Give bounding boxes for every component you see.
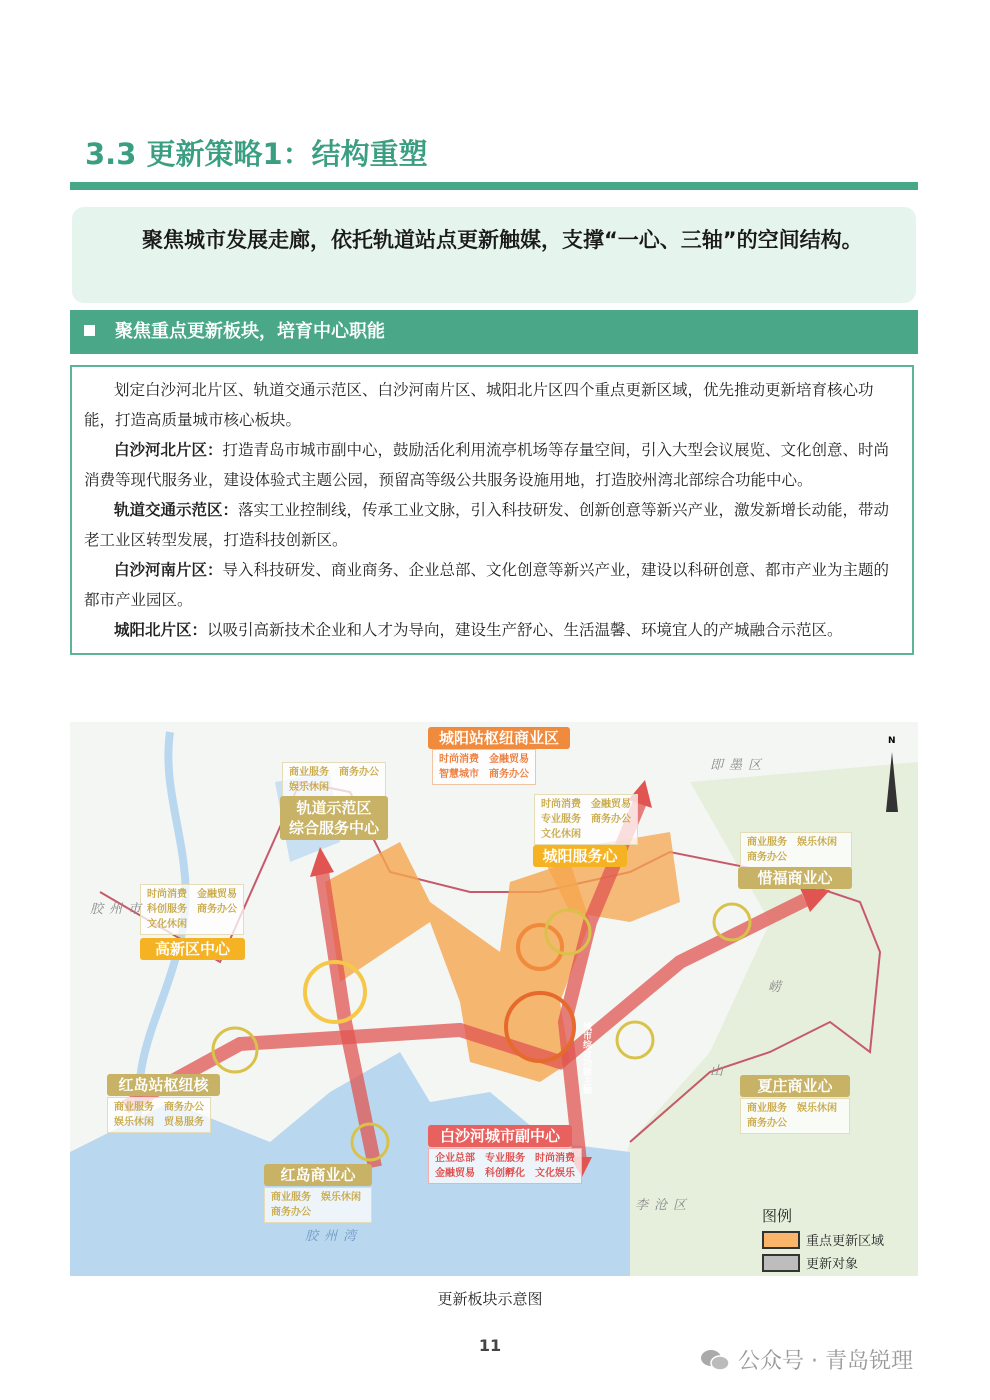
paragraph-lead: 白沙河北片区：: [114, 441, 223, 459]
square-bullet-icon: [84, 325, 95, 336]
paragraph-lead: 白沙河南片区：: [114, 561, 223, 579]
place-name: 山: [710, 1064, 730, 1079]
center-tags: 商业服务 商务办公 娱乐休闲 贸易服务: [107, 1097, 211, 1133]
page-title: 3.3 更新策略1：结构重塑: [85, 137, 428, 171]
center-label: 惜福商业心: [738, 867, 852, 889]
center-label: 红岛商业心: [264, 1164, 372, 1186]
paragraph: [84, 375, 900, 435]
place-name: 李沧区: [635, 1198, 693, 1213]
paragraph: [84, 555, 900, 615]
center-label: 红岛站枢纽核: [107, 1074, 220, 1096]
section-title: 聚焦重点更新板块，培育中心职能: [115, 321, 385, 342]
paragraph: [84, 495, 900, 555]
title-divider: [70, 182, 918, 190]
map-base: [70, 722, 918, 1276]
map-legend: [762, 1205, 884, 1272]
legend-label: 更新对象: [806, 1257, 859, 1272]
paragraph-text: 打造青岛市城市副中心，鼓励活化利用流亭机场等存量空间，引入大型会议展览、文化创意、时尚消费等现代服务业，建设体验式主题公园，预留高等级公共服务设施用地，打造胶州湾北部综合功能中心。: [84, 441, 890, 489]
place-name: 胶州湾: [305, 1229, 363, 1244]
paragraph: [84, 435, 900, 495]
center-label: 白沙河城市副中心: [428, 1125, 572, 1147]
renewal-map: [70, 722, 918, 1276]
paragraph-text: 划定白沙河北片区、轨道交通示范区、白沙河南片区、城阳北片区四个重点更新区域，优先推动更新培育核心功能，打造高质量城市核心板块。: [84, 381, 874, 429]
watermark: [700, 1344, 913, 1375]
center-label: 夏庄商业心: [740, 1075, 850, 1097]
wechat-icon: [700, 1348, 730, 1372]
center-label: 城阳站枢纽商业区: [428, 727, 570, 749]
legend-swatch: [762, 1231, 800, 1249]
center-label: 高新区中心: [140, 938, 245, 960]
center-label: 城阳服务心: [533, 845, 627, 867]
section-header: [70, 310, 918, 354]
legend-swatch: [762, 1254, 800, 1272]
paragraph-lead: 轨道交通示范区：: [114, 501, 239, 519]
axis-label: 城市综合功能主轴: [581, 1022, 591, 1094]
key-statement: 聚焦城市发展走廊，依托轨道站点更新触媒，支撑“一心、三轴”的空间结构。: [72, 207, 916, 303]
watermark-text: 公众号 · 青岛锐理: [738, 1349, 913, 1374]
center-tags: 商业服务 娱乐休闲 商务办公: [740, 832, 852, 868]
center-tags: 企业总部 专业服务 时尚消费 金融贸易 科创孵化 文化娱乐: [428, 1148, 582, 1184]
paragraph-text: 以吸引高新技术企业和人才为导向，建设生产舒心、生活温馨、环境宜人的产城融合示范区。: [207, 621, 843, 639]
paragraph: [84, 615, 900, 645]
legend-item: [762, 1253, 884, 1272]
place-name: 即墨区: [710, 758, 768, 773]
paragraph-lead: 城阳北片区：: [114, 621, 208, 639]
place-name: 崂: [768, 980, 788, 995]
description-box: [70, 365, 914, 655]
legend-title: 图例: [762, 1207, 793, 1225]
north-label: N: [888, 736, 896, 746]
center-tags: 时尚消费 金融贸易 科创服务 商务办公 文化休闲: [140, 884, 244, 935]
center-tags: 商业服务 商务办公 娱乐休闲: [282, 762, 386, 798]
focus-area: [325, 842, 590, 1082]
center-tags: 商业服务 娱乐休闲 商务办公: [740, 1098, 850, 1134]
paragraph-text: 落实工业控制线，传承工业文脉，引入科技研发、创新创意等新兴产业，激发新增长动能，带动老工业区转型发展，打造科技创新区。: [84, 501, 890, 549]
paragraph-text: 导入科技研发、商业商务、企业总部、文化创意等新兴产业，建设以科研创意、都市产业为主题的都市产业园区。: [84, 561, 890, 609]
place-name: 胶州市: [90, 902, 148, 917]
center-label: 轨道示范区 综合服务中心: [280, 796, 388, 840]
figure-caption: 更新板块示意图: [437, 1290, 543, 1308]
page-number: 11: [478, 1336, 502, 1355]
legend-label: 重点更新区域: [806, 1234, 885, 1249]
center-tags: 时尚消费 金融贸易 专业服务 商务办公 文化休闲: [534, 794, 638, 845]
center-tags: 商业服务 娱乐休闲 商务办公: [264, 1187, 372, 1223]
legend-item: [762, 1230, 884, 1249]
center-tags: 时尚消费 金融贸易 智慧城市 商务办公: [432, 749, 536, 785]
center-node: [617, 1022, 653, 1058]
